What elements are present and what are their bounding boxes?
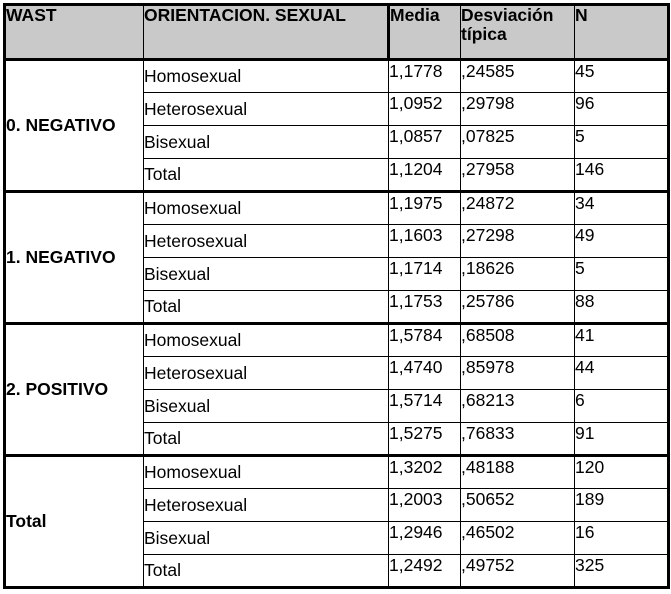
orientation-cell: Total bbox=[144, 423, 389, 456]
orientation-cell: Bisexual bbox=[144, 258, 389, 291]
table-row bbox=[5, 192, 669, 225]
mean-cell: 1,0952 bbox=[389, 93, 461, 126]
n-cell: 44 bbox=[575, 357, 669, 390]
header-row bbox=[5, 5, 669, 60]
orientation-cell: Homosexual bbox=[144, 192, 389, 225]
std-dev-cell: ,24585 bbox=[461, 60, 575, 93]
table-row bbox=[5, 60, 669, 93]
orientation-cell: Heterosexual bbox=[144, 489, 389, 522]
std-dev-cell: ,27958 bbox=[461, 159, 575, 192]
std-dev-cell: ,27298 bbox=[461, 225, 575, 258]
mean-cell: 1,0857 bbox=[389, 126, 461, 159]
std-dev-cell: ,49752 bbox=[461, 555, 575, 588]
n-cell: 96 bbox=[575, 93, 669, 126]
row-group bbox=[5, 324, 669, 456]
std-dev-cell: ,50652 bbox=[461, 489, 575, 522]
std-dev-cell: ,76833 bbox=[461, 423, 575, 456]
n-cell: 189 bbox=[575, 489, 669, 522]
orientation-cell: Total bbox=[144, 291, 389, 324]
mean-cell: 1,5714 bbox=[389, 390, 461, 423]
mean-cell: 1,2003 bbox=[389, 489, 461, 522]
orientation-cell: Heterosexual bbox=[144, 93, 389, 126]
orientation-cell: Homosexual bbox=[144, 324, 389, 357]
orientation-cell: Total bbox=[144, 555, 389, 588]
mean-cell: 1,1603 bbox=[389, 225, 461, 258]
mean-cell: 1,2492 bbox=[389, 555, 461, 588]
mean-cell: 1,4740 bbox=[389, 357, 461, 390]
mean-cell: 1,5784 bbox=[389, 324, 461, 357]
n-cell: 49 bbox=[575, 225, 669, 258]
std-dev-cell: ,46502 bbox=[461, 522, 575, 555]
table-row bbox=[5, 456, 669, 489]
orientation-cell: Homosexual bbox=[144, 456, 389, 489]
n-cell: 34 bbox=[575, 192, 669, 225]
group-label: 0. NEGATIVO bbox=[5, 60, 144, 192]
stats-table-container bbox=[3, 3, 670, 589]
std-dev-cell: ,25786 bbox=[461, 291, 575, 324]
header-mean: Media bbox=[389, 5, 461, 60]
n-cell: 120 bbox=[575, 456, 669, 489]
std-dev-cell: ,07825 bbox=[461, 126, 575, 159]
n-cell: 6 bbox=[575, 390, 669, 423]
header-std-dev: Desviación típica bbox=[461, 5, 575, 60]
n-cell: 146 bbox=[575, 159, 669, 192]
n-cell: 45 bbox=[575, 60, 669, 93]
header-orientation: ORIENTACION. SEXUAL bbox=[144, 5, 389, 60]
n-cell: 5 bbox=[575, 126, 669, 159]
stats-table bbox=[3, 3, 670, 589]
row-group bbox=[5, 192, 669, 324]
group-label: 1. NEGATIVO bbox=[5, 192, 144, 324]
mean-cell: 1,1778 bbox=[389, 60, 461, 93]
orientation-cell: Bisexual bbox=[144, 390, 389, 423]
header-wast: WAST bbox=[5, 5, 144, 60]
table-row bbox=[5, 324, 669, 357]
group-label: 2. POSITIVO bbox=[5, 324, 144, 456]
orientation-cell: Bisexual bbox=[144, 522, 389, 555]
mean-cell: 1,5275 bbox=[389, 423, 461, 456]
n-cell: 91 bbox=[575, 423, 669, 456]
header-n: N bbox=[575, 5, 669, 60]
std-dev-cell: ,29798 bbox=[461, 93, 575, 126]
std-dev-cell: ,68213 bbox=[461, 390, 575, 423]
std-dev-cell: ,48188 bbox=[461, 456, 575, 489]
std-dev-cell: ,18626 bbox=[461, 258, 575, 291]
n-cell: 16 bbox=[575, 522, 669, 555]
orientation-cell: Homosexual bbox=[144, 60, 389, 93]
row-group bbox=[5, 456, 669, 588]
std-dev-cell: ,68508 bbox=[461, 324, 575, 357]
orientation-cell: Heterosexual bbox=[144, 225, 389, 258]
orientation-cell: Bisexual bbox=[144, 126, 389, 159]
orientation-cell: Total bbox=[144, 159, 389, 192]
mean-cell: 1,2946 bbox=[389, 522, 461, 555]
mean-cell: 1,1753 bbox=[389, 291, 461, 324]
n-cell: 325 bbox=[575, 555, 669, 588]
std-dev-cell: ,85978 bbox=[461, 357, 575, 390]
std-dev-cell: ,24872 bbox=[461, 192, 575, 225]
orientation-cell: Heterosexual bbox=[144, 357, 389, 390]
n-cell: 41 bbox=[575, 324, 669, 357]
n-cell: 5 bbox=[575, 258, 669, 291]
mean-cell: 1,1975 bbox=[389, 192, 461, 225]
n-cell: 88 bbox=[575, 291, 669, 324]
mean-cell: 1,1204 bbox=[389, 159, 461, 192]
table-header bbox=[5, 5, 669, 60]
mean-cell: 1,1714 bbox=[389, 258, 461, 291]
mean-cell: 1,3202 bbox=[389, 456, 461, 489]
group-label: Total bbox=[5, 456, 144, 588]
row-group bbox=[5, 60, 669, 192]
